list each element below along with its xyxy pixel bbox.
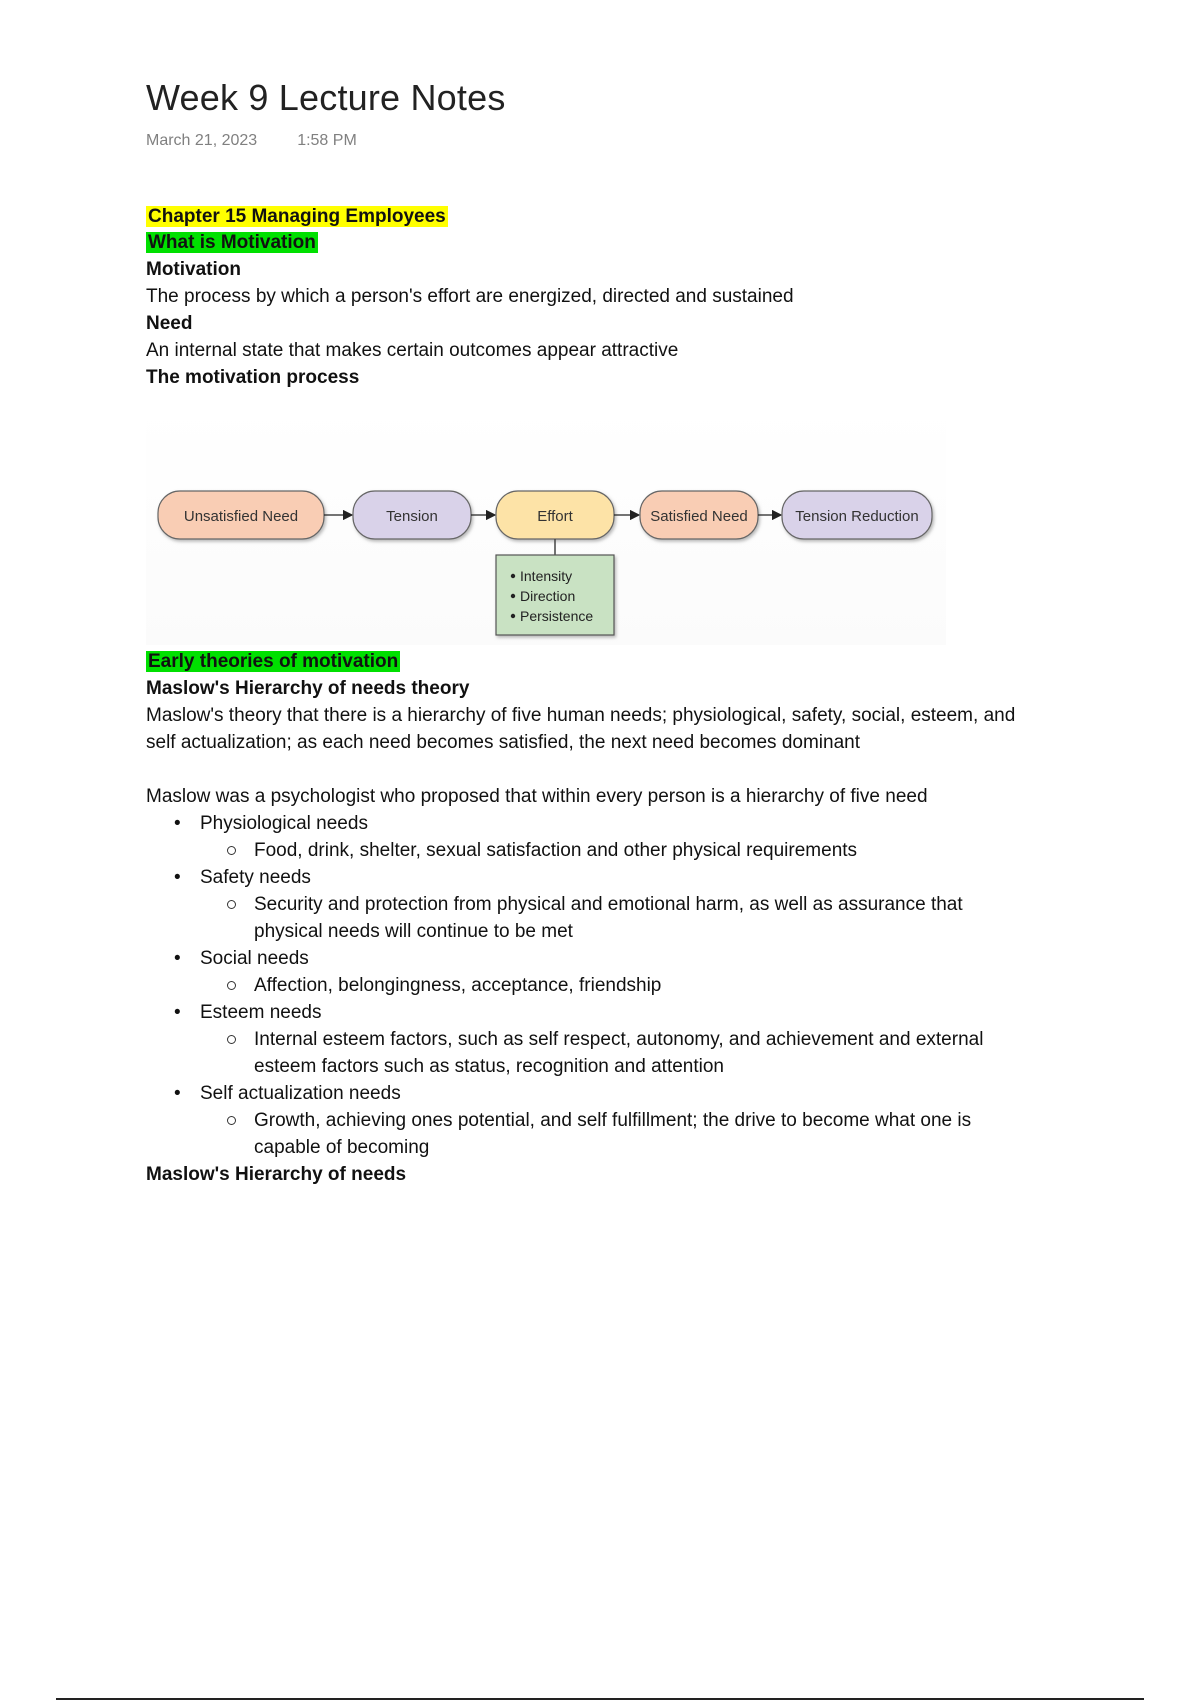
need-detail: Security and protection from physical and emotional harm, as well as assurance that physical needs will continue to be met xyxy=(200,891,1014,945)
maslow-intro: Maslow was a psychologist who proposed that within every person is a hierarchy of five need xyxy=(146,786,928,807)
step-unsatisfied-need-label: Unsatisfied Need xyxy=(183,508,299,525)
need-label: Esteem needs xyxy=(200,1002,322,1023)
need-detail: Affection, belongingness, acceptance, friendship xyxy=(200,972,1106,999)
note-date: March 21, 2023 xyxy=(146,132,258,149)
step-satisfied-need-label: Satisfied Need xyxy=(650,508,748,525)
section-heading-motivation: What is Motivation xyxy=(148,232,316,253)
need-label: Self actualization needs xyxy=(200,1083,401,1104)
needs-list xyxy=(146,810,1106,1161)
note-body xyxy=(146,204,1106,1188)
process-diagram-svg xyxy=(146,405,946,645)
maslow-definition-line2: self actualization; as each need becomes satisfied, the next need becomes dominant xyxy=(146,732,860,753)
definition-motivation: The process by which a person's effort are energized, directed and sustained xyxy=(146,286,794,307)
maslow-definition-line1: Maslow's theory that there is a hierarchy of five human needs; physiological, safety, social, esteem, and xyxy=(146,705,1016,726)
step-effort-label: Effort xyxy=(537,508,573,525)
effort-detail-persistence: Persistence xyxy=(520,608,594,624)
maslow-theory-heading: Maslow's Hierarchy of needs theory xyxy=(146,678,470,699)
term-need: Need xyxy=(146,313,193,334)
effort-bullet-3 xyxy=(511,614,515,618)
term-motivation: Motivation xyxy=(146,259,241,280)
motivation-process-heading: The motivation process xyxy=(146,367,360,388)
step-tension-label: Tension xyxy=(386,508,438,525)
note-time: 1:58 PM xyxy=(297,132,357,149)
list-item xyxy=(146,1080,1106,1161)
section-heading-early-theories: Early theories of motivation xyxy=(148,651,399,672)
effort-bullet-1 xyxy=(511,574,515,578)
step-tension-reduction-label: Tension Reduction xyxy=(795,508,919,525)
effort-bullet-2 xyxy=(511,594,515,598)
page-title: Week 9 Lecture Notes xyxy=(146,77,506,118)
need-detail: Internal esteem factors, such as self respect, autonomy, and achievement and external esteem factors such as status, recognition and attention xyxy=(200,1026,1034,1080)
motivation-process-diagram xyxy=(146,405,946,645)
list-item xyxy=(146,810,1106,864)
need-label: Safety needs xyxy=(200,867,311,888)
need-label: Physiological needs xyxy=(200,813,368,834)
note-meta xyxy=(146,132,1106,150)
list-item xyxy=(146,945,1106,999)
list-item xyxy=(146,864,1106,945)
need-detail: Food, drink, shelter, sexual satisfaction and other physical requirements xyxy=(200,837,1106,864)
note-page xyxy=(146,70,1106,1188)
effort-detail-intensity: Intensity xyxy=(520,568,573,584)
list-item xyxy=(146,999,1106,1080)
definition-need: An internal state that makes certain outcomes appear attractive xyxy=(146,340,679,361)
need-label: Social needs xyxy=(200,948,309,969)
chapter-heading: Chapter 15 Managing Employees xyxy=(148,206,446,227)
effort-detail-direction: Direction xyxy=(520,588,576,604)
need-detail: Growth, achieving ones potential, and self fulfillment; the drive to become what one is capable of becoming xyxy=(200,1107,1034,1161)
maslow-hierarchy-heading: Maslow's Hierarchy of needs xyxy=(146,1164,407,1185)
